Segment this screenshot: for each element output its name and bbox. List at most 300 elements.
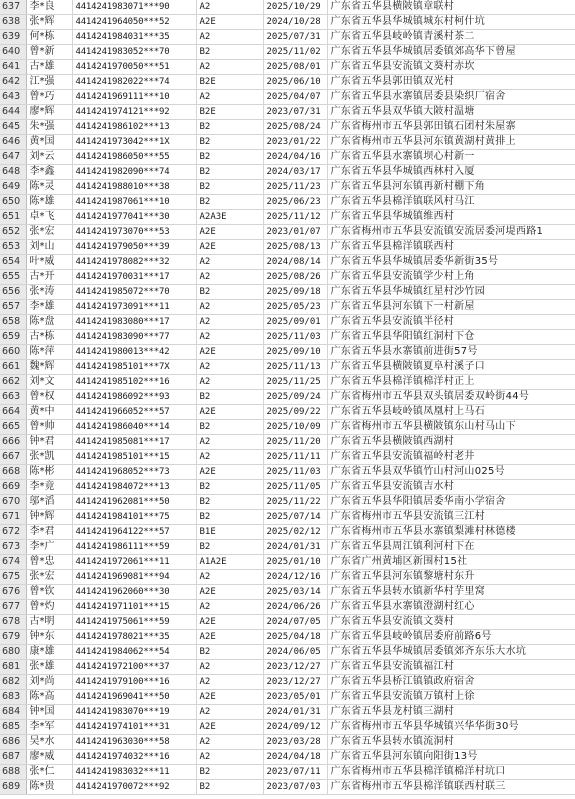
row-number-cell[interactable]: 649 [0, 180, 26, 195]
date-cell[interactable]: 2025/06/23 [263, 195, 327, 210]
license-class-cell[interactable]: A2 [196, 735, 263, 750]
address-cell[interactable]: 广东省五华县河东镇再新村棚下角 [327, 180, 575, 195]
id-number-cell[interactable]: 4414241964122***57 [72, 525, 196, 540]
license-class-cell[interactable]: A2E [196, 720, 263, 735]
id-number-cell[interactable]: 4414241962060***30 [72, 585, 196, 600]
date-cell[interactable]: 2024/09/12 [263, 720, 327, 735]
row-number-cell[interactable]: 664 [0, 405, 26, 420]
name-cell[interactable]: 刘*云 [26, 150, 72, 165]
license-class-cell[interactable]: A2E [196, 240, 263, 255]
address-cell[interactable]: 广东省五华县桥江镇镇政府宿舍 [327, 675, 575, 690]
row-number-cell[interactable]: 650 [0, 195, 26, 210]
address-cell[interactable]: 广东省五华县棉洋镇联风村马江 [327, 195, 575, 210]
row-number-cell[interactable]: 655 [0, 270, 26, 285]
address-cell[interactable]: 广东省五华县岐岭镇凤凰村上马石 [327, 405, 575, 420]
date-cell[interactable]: 2025/08/26 [263, 270, 327, 285]
id-number-cell[interactable]: 4414241973070***53 [72, 225, 196, 240]
row-number-cell[interactable]: 665 [0, 420, 26, 435]
date-cell[interactable]: 2024/08/14 [263, 255, 327, 270]
id-number-cell[interactable]: 4414241969041***50 [72, 690, 196, 705]
date-cell[interactable]: 2023/05/01 [263, 690, 327, 705]
date-cell[interactable]: 2025/08/24 [263, 120, 327, 135]
name-cell[interactable]: 朱*强 [26, 120, 72, 135]
name-cell[interactable]: 张*雄 [26, 660, 72, 675]
id-number-cell[interactable]: 4414241964050***52 [72, 15, 196, 30]
id-number-cell[interactable]: 4414241979050***39 [72, 240, 196, 255]
address-cell[interactable]: 广东省五华县龙村镇三湖村 [327, 705, 575, 720]
license-class-cell[interactable]: A2 [196, 315, 263, 330]
name-cell[interactable]: 魏*辉 [26, 360, 72, 375]
date-cell[interactable]: 2025/09/18 [263, 285, 327, 300]
row-number-cell[interactable]: 683 [0, 690, 26, 705]
row-number-cell[interactable]: 651 [0, 210, 26, 225]
address-cell[interactable]: 广东省五华县转水镇流洞村 [327, 735, 575, 750]
id-number-cell[interactable]: 4414241966052***57 [72, 405, 196, 420]
date-cell[interactable]: 2024/10/28 [263, 15, 327, 30]
row-number-cell[interactable]: 673 [0, 540, 26, 555]
row-number-cell[interactable]: 638 [0, 15, 26, 30]
date-cell[interactable]: 2023/12/27 [263, 675, 327, 690]
row-number-cell[interactable]: 682 [0, 675, 26, 690]
address-cell[interactable]: 广东省五华县双华镇大陂村温塘 [327, 105, 575, 120]
name-cell[interactable]: 吴*水 [26, 735, 72, 750]
license-class-cell[interactable]: A2 [196, 570, 263, 585]
license-class-cell[interactable]: B2 [196, 180, 263, 195]
row-number-cell[interactable]: 676 [0, 585, 26, 600]
row-number-cell[interactable]: 689 [0, 780, 26, 795]
id-number-cell[interactable]: 4414241972061***11 [72, 555, 196, 570]
date-cell[interactable]: 2025/04/07 [263, 90, 327, 105]
name-cell[interactable]: 钟*东 [26, 630, 72, 645]
id-number-cell[interactable]: 4414241987061***10 [72, 195, 196, 210]
id-number-cell[interactable]: 4414241970050***51 [72, 60, 196, 75]
license-class-cell[interactable]: A2A3E [196, 210, 263, 225]
date-cell[interactable]: 2025/08/01 [263, 60, 327, 75]
license-class-cell[interactable]: B2 [196, 540, 263, 555]
name-cell[interactable]: 邬*滔 [26, 495, 72, 510]
address-cell[interactable]: 广东省梅州市五华县河东镇黄湖村黄排上 [327, 135, 575, 150]
row-number-cell[interactable]: 684 [0, 705, 26, 720]
row-number-cell[interactable]: 659 [0, 330, 26, 345]
license-class-cell[interactable]: B2 [196, 420, 263, 435]
address-cell[interactable]: 广东省梅州市五华县水寨镇梨滩村林德楼 [327, 525, 575, 540]
name-cell[interactable]: 江*强 [26, 75, 72, 90]
address-cell[interactable]: 广东省五华县横陂镇章联村 [327, 0, 575, 15]
row-number-cell[interactable]: 637 [0, 0, 26, 15]
name-cell[interactable]: 李*雄 [26, 300, 72, 315]
name-cell[interactable]: 曾*权 [26, 390, 72, 405]
date-cell[interactable]: 2023/07/31 [263, 105, 327, 120]
id-number-cell[interactable]: 4414241979100***16 [72, 675, 196, 690]
date-cell[interactable]: 2024/06/26 [263, 600, 327, 615]
address-cell[interactable]: 广东省梅州市五华县横陂镇东山村马山下 [327, 420, 575, 435]
name-cell[interactable]: 陈*贵 [26, 780, 72, 795]
date-cell[interactable]: 2025/07/14 [263, 510, 327, 525]
date-cell[interactable]: 2024/04/16 [263, 150, 327, 165]
row-number-cell[interactable]: 681 [0, 660, 26, 675]
date-cell[interactable]: 2024/01/31 [263, 540, 327, 555]
id-number-cell[interactable]: 4414241984101***75 [72, 510, 196, 525]
id-number-cell[interactable]: 4414241971101***15 [72, 600, 196, 615]
name-cell[interactable]: 张*凯 [26, 450, 72, 465]
date-cell[interactable]: 2024/12/16 [263, 570, 327, 585]
address-cell[interactable]: 广东省五华县横陂镇夏阜村溪子口 [327, 360, 575, 375]
license-class-cell[interactable]: A2E [196, 630, 263, 645]
name-cell[interactable]: 曾*灼 [26, 600, 72, 615]
license-class-cell[interactable]: A2 [196, 360, 263, 375]
license-class-cell[interactable]: A2 [196, 255, 263, 270]
address-cell[interactable]: 广东省梅州市五华县安流镇三江村 [327, 510, 575, 525]
name-cell[interactable]: 刘*尚 [26, 675, 72, 690]
date-cell[interactable]: 2023/03/28 [263, 735, 327, 750]
date-cell[interactable]: 2025/11/20 [263, 435, 327, 450]
date-cell[interactable]: 2025/11/25 [263, 375, 327, 390]
license-class-cell[interactable]: A2 [196, 660, 263, 675]
id-number-cell[interactable]: 4414241983071***90 [72, 0, 196, 15]
row-number-cell[interactable]: 652 [0, 225, 26, 240]
license-class-cell[interactable]: B2 [196, 390, 263, 405]
address-cell[interactable]: 广东省五华县棉洋镇联西村 [327, 240, 575, 255]
name-cell[interactable]: 曾*新 [26, 45, 72, 60]
license-class-cell[interactable]: B2 [196, 780, 263, 795]
id-number-cell[interactable]: 4414241970072***92 [72, 780, 196, 795]
license-class-cell[interactable]: B2 [196, 510, 263, 525]
id-number-cell[interactable]: 4414241974121***92 [72, 105, 196, 120]
name-cell[interactable]: 康*雄 [26, 645, 72, 660]
license-class-cell[interactable]: A2 [196, 330, 263, 345]
row-number-cell[interactable]: 679 [0, 630, 26, 645]
address-cell[interactable]: 广东省五华县河东镇下一村新屋 [327, 300, 575, 315]
id-number-cell[interactable]: 4414241978082***32 [72, 255, 196, 270]
row-number-cell[interactable]: 666 [0, 435, 26, 450]
id-number-cell[interactable]: 4414241983032***11 [72, 765, 196, 780]
id-number-cell[interactable]: 4414241986040***14 [72, 420, 196, 435]
date-cell[interactable]: 2025/10/09 [263, 420, 327, 435]
date-cell[interactable]: 2025/11/11 [263, 450, 327, 465]
date-cell[interactable]: 2025/11/03 [263, 465, 327, 480]
license-class-cell[interactable]: B2 [196, 120, 263, 135]
license-class-cell[interactable]: A2 [196, 300, 263, 315]
row-number-cell[interactable]: 685 [0, 720, 26, 735]
row-number-cell[interactable]: 647 [0, 150, 26, 165]
license-class-cell[interactable]: B2 [196, 165, 263, 180]
id-number-cell[interactable]: 4414241968052***73 [72, 465, 196, 480]
license-class-cell[interactable]: A2E [196, 15, 263, 30]
date-cell[interactable]: 2025/09/24 [263, 390, 327, 405]
name-cell[interactable]: 叶*威 [26, 255, 72, 270]
row-number-cell[interactable]: 678 [0, 615, 26, 630]
name-cell[interactable]: 曾*巧 [26, 90, 72, 105]
name-cell[interactable]: 张*涛 [26, 285, 72, 300]
date-cell[interactable]: 2025/11/02 [263, 45, 327, 60]
row-number-cell[interactable]: 661 [0, 360, 26, 375]
license-class-cell[interactable]: B2 [196, 45, 263, 60]
license-class-cell[interactable]: B2 [196, 285, 263, 300]
license-class-cell[interactable]: A2 [196, 30, 263, 45]
license-class-cell[interactable]: A2E [196, 345, 263, 360]
date-cell[interactable]: 2024/03/17 [263, 165, 327, 180]
name-cell[interactable]: 钟*君 [26, 435, 72, 450]
row-number-cell[interactable]: 640 [0, 45, 26, 60]
license-class-cell[interactable]: A2E [196, 615, 263, 630]
row-number-cell[interactable]: 674 [0, 555, 26, 570]
address-cell[interactable]: 广东省五华县郭田镇双光村 [327, 75, 575, 90]
id-number-cell[interactable]: 4414241982022***74 [72, 75, 196, 90]
license-class-cell[interactable]: B2 [196, 195, 263, 210]
address-cell[interactable]: 广东省五华县岐岭镇青溪村茶二 [327, 30, 575, 45]
name-cell[interactable]: 曾*帅 [26, 420, 72, 435]
name-cell[interactable]: 陈*彬 [26, 465, 72, 480]
name-cell[interactable]: 黄*中 [26, 405, 72, 420]
row-number-cell[interactable]: 648 [0, 165, 26, 180]
id-number-cell[interactable]: 4414241984031***35 [72, 30, 196, 45]
name-cell[interactable]: 张*宏 [26, 570, 72, 585]
license-class-cell[interactable]: B2 [196, 765, 263, 780]
address-cell[interactable]: 广东省梅州市五华县棉洋镇棉洋村坑口 [327, 765, 575, 780]
address-cell[interactable]: 广东省五华县安流镇福江村 [327, 660, 575, 675]
row-number-cell[interactable]: 660 [0, 345, 26, 360]
date-cell[interactable]: 2025/04/18 [263, 630, 327, 645]
address-cell[interactable]: 广东省五华县华城镇红星村沙竹园 [327, 285, 575, 300]
date-cell[interactable]: 2025/11/22 [263, 495, 327, 510]
date-cell[interactable]: 2023/07/11 [263, 765, 327, 780]
id-number-cell[interactable]: 4414241974032***16 [72, 750, 196, 765]
address-cell[interactable]: 广东省梅州市五华县郭田镇石团村朱屋寨 [327, 120, 575, 135]
row-number-cell[interactable]: 662 [0, 375, 26, 390]
id-number-cell[interactable]: 4414241983052***70 [72, 45, 196, 60]
license-class-cell[interactable]: A2 [196, 705, 263, 720]
license-class-cell[interactable]: A2 [196, 675, 263, 690]
license-class-cell[interactable]: B1E [196, 525, 263, 540]
id-number-cell[interactable]: 4414241985101***7X [72, 360, 196, 375]
address-cell[interactable]: 广东省五华县周江镇利河村下在 [327, 540, 575, 555]
address-cell[interactable]: 广东省五华县华城镇维西村 [327, 210, 575, 225]
row-number-cell[interactable]: 656 [0, 285, 26, 300]
name-cell[interactable]: 钟*辉 [26, 510, 72, 525]
license-class-cell[interactable]: A2 [196, 600, 263, 615]
date-cell[interactable]: 2025/10/29 [263, 0, 327, 15]
name-cell[interactable]: 曾*钦 [26, 585, 72, 600]
row-number-cell[interactable]: 642 [0, 75, 26, 90]
license-class-cell[interactable]: B2E [196, 75, 263, 90]
date-cell[interactable]: 2024/01/31 [263, 705, 327, 720]
date-cell[interactable]: 2025/05/23 [263, 300, 327, 315]
row-number-cell[interactable]: 672 [0, 525, 26, 540]
name-cell[interactable]: 陈*雄 [26, 195, 72, 210]
id-number-cell[interactable]: 4414241986050***55 [72, 150, 196, 165]
id-number-cell[interactable]: 4414241985102***16 [72, 375, 196, 390]
license-class-cell[interactable]: A1A2E [196, 555, 263, 570]
address-cell[interactable]: 广东省五华县岐岭镇居委府前路6号 [327, 630, 575, 645]
date-cell[interactable]: 2025/11/23 [263, 180, 327, 195]
address-cell[interactable]: 广东省五华县华阳镇红洞村下仓 [327, 330, 575, 345]
row-number-cell[interactable]: 670 [0, 495, 26, 510]
row-number-cell[interactable]: 646 [0, 135, 26, 150]
id-number-cell[interactable]: 4414241974101***31 [72, 720, 196, 735]
license-class-cell[interactable]: A2 [196, 60, 263, 75]
name-cell[interactable]: 李*鑫 [26, 165, 72, 180]
address-cell[interactable]: 广东省五华县华城镇城东村柯什坑 [327, 15, 575, 30]
license-class-cell[interactable]: A2 [196, 375, 263, 390]
address-cell[interactable]: 广东省五华县河东镇黎塘村东升 [327, 570, 575, 585]
address-cell[interactable]: 广东省五华县双华镇竹山村河山025号 [327, 465, 575, 480]
name-cell[interactable]: 李*竟 [26, 480, 72, 495]
address-cell[interactable]: 广东省梅州市五华县双头镇居委双岭街44号 [327, 390, 575, 405]
id-number-cell[interactable]: 4414241984072***13 [72, 480, 196, 495]
row-number-cell[interactable]: 687 [0, 750, 26, 765]
license-class-cell[interactable]: B2 [196, 645, 263, 660]
license-class-cell[interactable]: A2 [196, 750, 263, 765]
address-cell[interactable]: 广东省五华县华城镇居委镇郊齐东乐大水坑 [327, 645, 575, 660]
license-class-cell[interactable]: A2 [196, 435, 263, 450]
date-cell[interactable]: 2025/08/13 [263, 240, 327, 255]
name-cell[interactable]: 陈*盘 [26, 315, 72, 330]
row-number-cell[interactable]: 641 [0, 60, 26, 75]
row-number-cell[interactable]: 657 [0, 300, 26, 315]
id-number-cell[interactable]: 4414241969081***94 [72, 570, 196, 585]
date-cell[interactable]: 2023/01/07 [263, 225, 327, 240]
address-cell[interactable]: 广东省五华县水寨镇坝心村新一 [327, 150, 575, 165]
date-cell[interactable]: 2025/11/05 [263, 480, 327, 495]
row-number-cell[interactable]: 643 [0, 90, 26, 105]
id-number-cell[interactable]: 4414241986102***13 [72, 120, 196, 135]
row-number-cell[interactable]: 658 [0, 315, 26, 330]
row-number-cell[interactable]: 667 [0, 450, 26, 465]
name-cell[interactable]: 李*君 [26, 525, 72, 540]
name-cell[interactable]: 古*开 [26, 270, 72, 285]
name-cell[interactable]: 廖*威 [26, 750, 72, 765]
address-cell[interactable]: 广东省五华县安流镇吉水村 [327, 480, 575, 495]
address-cell[interactable]: 广东省梅州市五华县安流镇安流居委河堤西路1 [327, 225, 575, 240]
address-cell[interactable]: 广东省广州黄埔区新围村15社 [327, 555, 575, 570]
date-cell[interactable]: 2023/01/22 [263, 135, 327, 150]
id-number-cell[interactable]: 4414241973042***1X [72, 135, 196, 150]
name-cell[interactable]: 曾*忠 [26, 555, 72, 570]
name-cell[interactable]: 刘*文 [26, 375, 72, 390]
name-cell[interactable]: 李*军 [26, 720, 72, 735]
row-number-cell[interactable]: 675 [0, 570, 26, 585]
name-cell[interactable]: 陈*灵 [26, 180, 72, 195]
date-cell[interactable]: 2024/06/05 [263, 645, 327, 660]
row-number-cell[interactable]: 680 [0, 645, 26, 660]
id-number-cell[interactable]: 4414241985081***17 [72, 435, 196, 450]
license-class-cell[interactable]: A2 [196, 90, 263, 105]
name-cell[interactable]: 古*栋 [26, 330, 72, 345]
address-cell[interactable]: 广东省五华县转水镇新华村芋里窝 [327, 585, 575, 600]
address-cell[interactable]: 广东省五华县水寨镇居委县染织厂宿舍 [327, 90, 575, 105]
name-cell[interactable]: 古*明 [26, 615, 72, 630]
date-cell[interactable]: 2025/09/10 [263, 345, 327, 360]
license-class-cell[interactable]: A2E [196, 465, 263, 480]
date-cell[interactable]: 2025/09/22 [263, 405, 327, 420]
id-number-cell[interactable]: 4414241986092***93 [72, 390, 196, 405]
id-number-cell[interactable]: 4414241988010***38 [72, 180, 196, 195]
license-class-cell[interactable]: B2 [196, 495, 263, 510]
row-number-cell[interactable]: 663 [0, 390, 26, 405]
id-number-cell[interactable]: 4414241970031***17 [72, 270, 196, 285]
address-cell[interactable]: 广东省五华县河东镇向阳街13号 [327, 750, 575, 765]
address-cell[interactable]: 广东省五华县华阳镇居委华南小学宿舍 [327, 495, 575, 510]
id-number-cell[interactable]: 4414241972100***37 [72, 660, 196, 675]
row-number-cell[interactable]: 645 [0, 120, 26, 135]
name-cell[interactable]: 李*良 [26, 0, 72, 15]
name-cell[interactable]: 李*广 [26, 540, 72, 555]
id-number-cell[interactable]: 4414241977041***30 [72, 210, 196, 225]
name-cell[interactable]: 何*栋 [26, 30, 72, 45]
id-number-cell[interactable]: 4414241980013***42 [72, 345, 196, 360]
id-number-cell[interactable]: 4414241984062***54 [72, 645, 196, 660]
address-cell[interactable]: 广东省五华县安流镇文葵村 [327, 615, 575, 630]
name-cell[interactable]: 刘*山 [26, 240, 72, 255]
id-number-cell[interactable]: 4414241973091***11 [72, 300, 196, 315]
license-class-cell[interactable]: B2 [196, 150, 263, 165]
license-class-cell[interactable]: A2 [196, 0, 263, 15]
date-cell[interactable]: 2024/04/18 [263, 750, 327, 765]
license-class-cell[interactable]: A2 [196, 270, 263, 285]
address-cell[interactable]: 广东省五华县安流镇半径村 [327, 315, 575, 330]
row-number-cell[interactable]: 686 [0, 735, 26, 750]
license-class-cell[interactable]: A2E [196, 585, 263, 600]
license-class-cell[interactable]: A2E [196, 405, 263, 420]
address-cell[interactable]: 广东省五华县水寨镇前进街57号 [327, 345, 575, 360]
id-number-cell[interactable]: 4414241986111***59 [72, 540, 196, 555]
date-cell[interactable]: 2025/09/01 [263, 315, 327, 330]
license-class-cell[interactable]: B2 [196, 480, 263, 495]
address-cell[interactable]: 广东省五华县水寨镇澄湖村红心 [327, 600, 575, 615]
name-cell[interactable]: 钟*国 [26, 705, 72, 720]
address-cell[interactable]: 广东省五华县横陂镇西湖村 [327, 435, 575, 450]
license-class-cell[interactable]: A2 [196, 450, 263, 465]
address-cell[interactable]: 广东省五华县棉洋镇棉洋村正上 [327, 375, 575, 390]
row-number-cell[interactable]: 671 [0, 510, 26, 525]
id-number-cell[interactable]: 4414241963030***58 [72, 735, 196, 750]
id-number-cell[interactable]: 4414241983080***17 [72, 315, 196, 330]
name-cell[interactable]: 古*雄 [26, 60, 72, 75]
address-cell[interactable]: 广东省五华县安流镇文葵村赤坎 [327, 60, 575, 75]
name-cell[interactable]: 廖*辉 [26, 105, 72, 120]
address-cell[interactable]: 广东省五华县安流镇福岭村老井 [327, 450, 575, 465]
name-cell[interactable]: 陈*高 [26, 690, 72, 705]
address-cell[interactable]: 广东省梅州市五华县棉洋镇联西村联三 [327, 780, 575, 795]
id-number-cell[interactable]: 4414241962081***50 [72, 495, 196, 510]
license-class-cell[interactable]: B2E [196, 105, 263, 120]
id-number-cell[interactable]: 4414241982090***74 [72, 165, 196, 180]
name-cell[interactable]: 陈*萍 [26, 345, 72, 360]
id-number-cell[interactable]: 4414241983090***77 [72, 330, 196, 345]
row-number-cell[interactable]: 688 [0, 765, 26, 780]
row-number-cell[interactable]: 669 [0, 480, 26, 495]
name-cell[interactable]: 张*宏 [26, 225, 72, 240]
date-cell[interactable]: 2025/02/12 [263, 525, 327, 540]
name-cell[interactable]: 张*辉 [26, 15, 72, 30]
id-number-cell[interactable]: 4414241985072***70 [72, 285, 196, 300]
row-number-cell[interactable]: 668 [0, 465, 26, 480]
address-cell[interactable]: 广东省五华县华城镇居委华新街35号 [327, 255, 575, 270]
date-cell[interactable]: 2023/07/03 [263, 780, 327, 795]
address-cell[interactable]: 广东省五华县华城镇居委镇郊高华下曾屋 [327, 45, 575, 60]
row-number-cell[interactable]: 644 [0, 105, 26, 120]
date-cell[interactable]: 2025/11/13 [263, 360, 327, 375]
date-cell[interactable]: 2025/11/12 [263, 210, 327, 225]
id-number-cell[interactable]: 4414241969111***10 [72, 90, 196, 105]
license-class-cell[interactable]: B2 [196, 135, 263, 150]
date-cell[interactable]: 2025/01/10 [263, 555, 327, 570]
id-number-cell[interactable]: 4414241978021***35 [72, 630, 196, 645]
date-cell[interactable]: 2024/07/05 [263, 615, 327, 630]
row-number-cell[interactable]: 639 [0, 30, 26, 45]
id-number-cell[interactable]: 4414241985101***15 [72, 450, 196, 465]
license-class-cell[interactable]: A2E [196, 690, 263, 705]
